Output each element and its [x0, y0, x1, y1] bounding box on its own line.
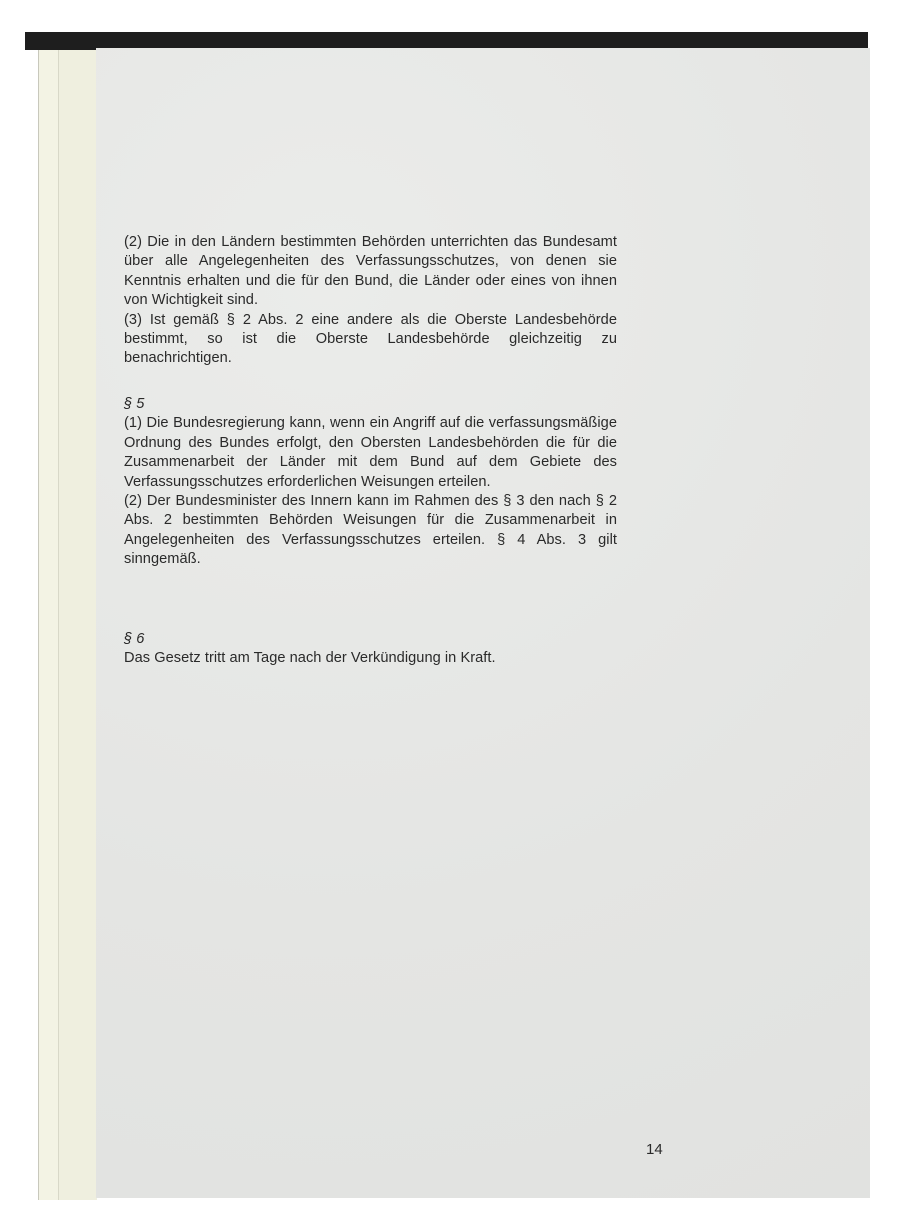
section-5-heading: § 5 [124, 396, 145, 412]
page-number: 14 [646, 1141, 663, 1158]
paragraph-6: Das Gesetz tritt am Tage nach der Verkündigung in Kraft. [124, 650, 496, 667]
section-5 [124, 395, 617, 570]
paragraph-5-1: (1) Die Bundesregierung kann, wenn ein Angriff auf die verfassungsmäßige Ordnung des Bundes erfolgt, den Obersten Landesbehörden die für die Zusammenarbeit der Länder mit dem Bund auf dem Gebiete des Verfassungsschutzes erforderlichen Weisungen erteilen. [124, 415, 617, 490]
section4-continuation [124, 233, 617, 369]
paragraph-5-2: (2) Der Bundesminister des Innern kann im Rahmen des § 3 den nach § 2 Abs. 2 bestimmten Behörden Weisungen für die Zusammenarbeit in Angelegenheiten des Verfassungsschutzes erteilen. § 4 Abs. 3 gilt sinngemäß. [124, 493, 617, 568]
binding-strip-inner [58, 50, 97, 1200]
document-page [96, 48, 870, 1198]
paragraph-4-2: (2) Die in den Ländern bestimmten Behörden unterrichten das Bundesamt über alle Angelegenheiten des Verfassungsschutzes, von denen sie Kenntnis erhalten und die für den Bund, die Länder oder eines von ihnen von Wichtigkeit sind. [124, 234, 617, 309]
paragraph-4-3: (3) Ist gemäß § 2 Abs. 2 eine andere als die Oberste Landesbehörde bestimmt, so ist die Oberste Landesbehörde gleichzeitig zu benachrichtigen. [124, 311, 617, 367]
section-6 [124, 630, 617, 669]
section-6-heading: § 6 [124, 631, 145, 647]
